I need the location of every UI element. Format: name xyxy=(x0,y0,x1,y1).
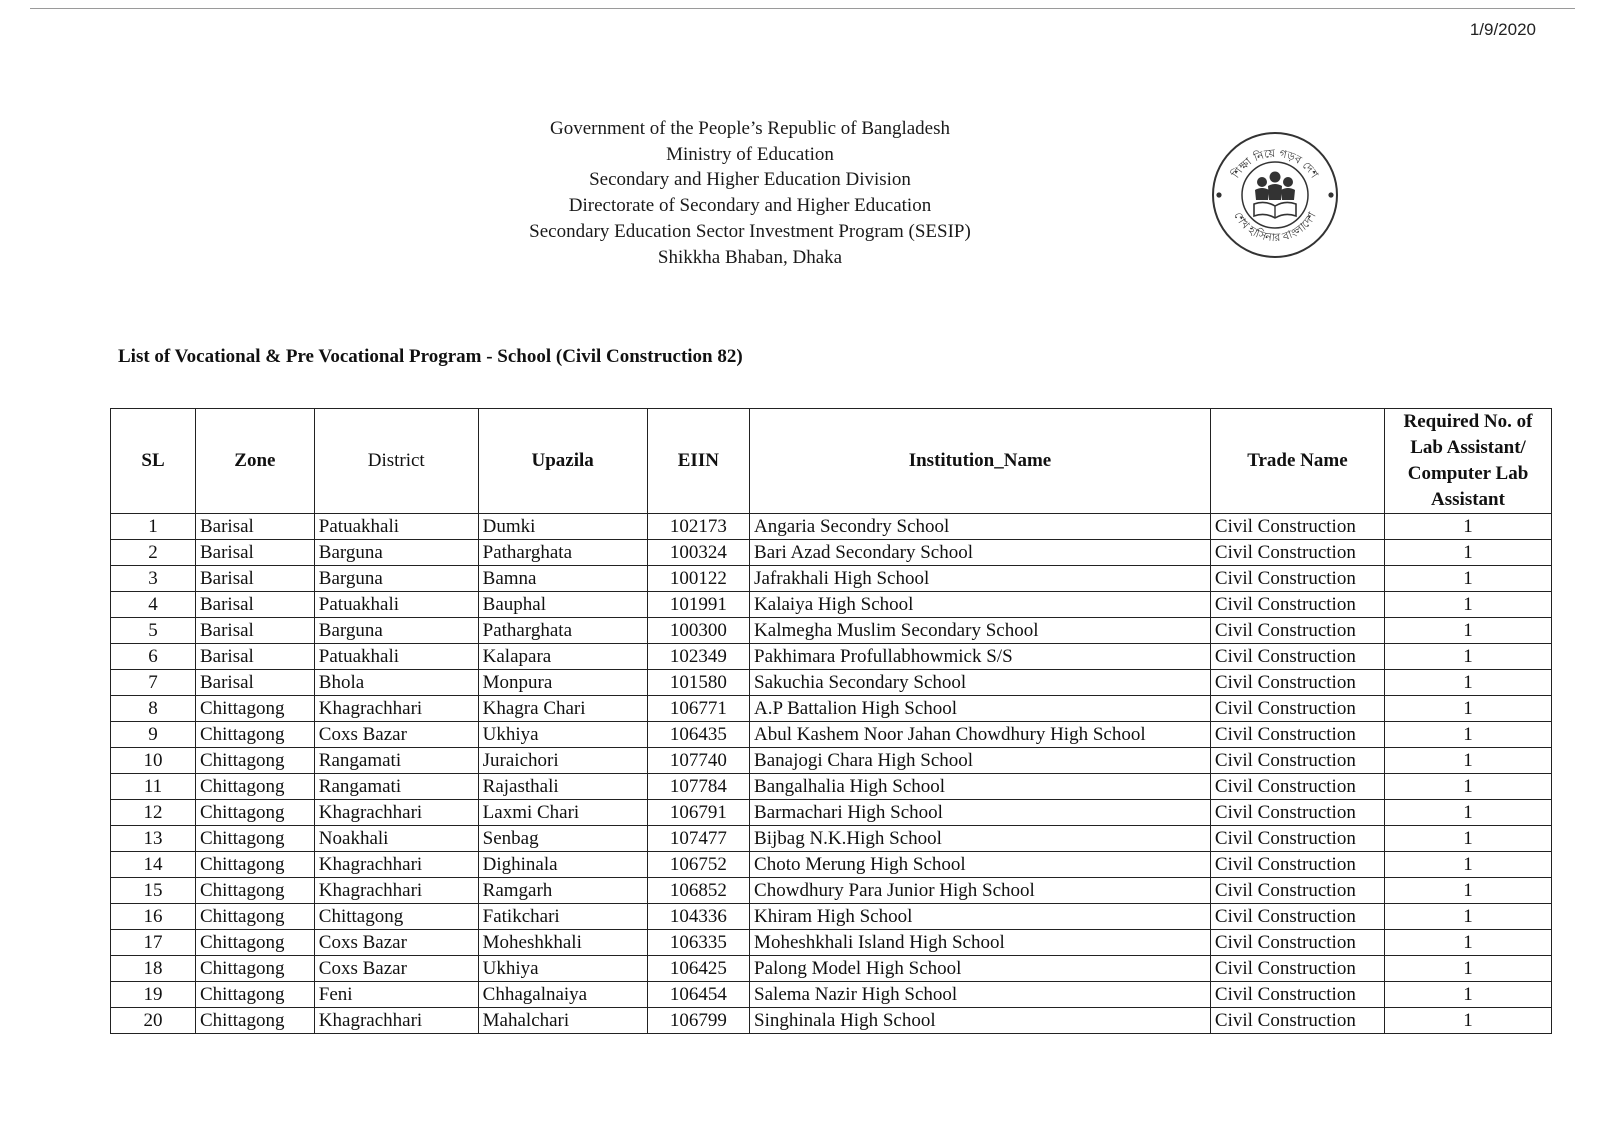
cell-zone: Barisal xyxy=(196,540,315,566)
cell-required: 1 xyxy=(1385,514,1552,540)
table-row xyxy=(111,878,1552,904)
cell-required: 1 xyxy=(1385,982,1552,1008)
cell-district: Khagrachhari xyxy=(314,1008,478,1034)
col-header-required: Required No. of Lab Assistant/ Computer Lab Assistant xyxy=(1385,409,1552,514)
cell-eiin: 107477 xyxy=(647,826,749,852)
cell-upazila: Ramgarh xyxy=(478,878,647,904)
cell-zone: Chittagong xyxy=(196,696,315,722)
cell-zone: Chittagong xyxy=(196,852,315,878)
cell-trade: Civil Construction xyxy=(1210,800,1384,826)
cell-upazila: Monpura xyxy=(478,670,647,696)
cell-trade: Civil Construction xyxy=(1210,1008,1384,1034)
cell-required: 1 xyxy=(1385,618,1552,644)
cell-sl: 17 xyxy=(111,930,196,956)
cell-required: 1 xyxy=(1385,670,1552,696)
cell-required: 1 xyxy=(1385,1008,1552,1034)
cell-trade: Civil Construction xyxy=(1210,592,1384,618)
cell-required: 1 xyxy=(1385,566,1552,592)
cell-required: 1 xyxy=(1385,696,1552,722)
seal-top-text: শিক্ষা নিয়ে গড়ব দেশ xyxy=(1229,146,1321,181)
cell-upazila: Dighinala xyxy=(478,852,647,878)
cell-required: 1 xyxy=(1385,722,1552,748)
table-row xyxy=(111,592,1552,618)
cell-trade: Civil Construction xyxy=(1210,930,1384,956)
cell-eiin: 101580 xyxy=(647,670,749,696)
cell-trade: Civil Construction xyxy=(1210,540,1384,566)
cell-sl: 12 xyxy=(111,800,196,826)
cell-district: Barguna xyxy=(314,540,478,566)
table-row xyxy=(111,566,1552,592)
cell-zone: Chittagong xyxy=(196,800,315,826)
letterhead-line-directorate: Directorate of Secondary and Higher Education xyxy=(568,195,932,217)
cell-upazila: Juraichori xyxy=(478,748,647,774)
cell-zone: Barisal xyxy=(196,670,315,696)
cell-sl: 14 xyxy=(111,852,196,878)
cell-required: 1 xyxy=(1385,956,1552,982)
col-header-sl: SL xyxy=(111,409,196,514)
cell-trade: Civil Construction xyxy=(1210,722,1384,748)
cell-upazila: Senbag xyxy=(478,826,647,852)
cell-zone: Chittagong xyxy=(196,748,315,774)
cell-district: Patuakhali xyxy=(314,592,478,618)
cell-zone: Chittagong xyxy=(196,904,315,930)
letterhead-line-division: Secondary and Higher Education Division xyxy=(589,169,911,191)
cell-trade: Civil Construction xyxy=(1210,748,1384,774)
cell-eiin: 106771 xyxy=(647,696,749,722)
scan-edge-line xyxy=(30,8,1575,9)
cell-upazila: Kalapara xyxy=(478,644,647,670)
cell-district: Coxs Bazar xyxy=(314,722,478,748)
cell-sl: 3 xyxy=(111,566,196,592)
cell-eiin: 107784 xyxy=(647,774,749,800)
cell-required: 1 xyxy=(1385,800,1552,826)
seal-bottom-text: শেখ হাসিনার বাংলাদেশ xyxy=(1231,209,1319,245)
cell-institution: Pakhimara Profullabhowmick S/S xyxy=(750,644,1211,670)
cell-trade: Civil Construction xyxy=(1210,878,1384,904)
cell-eiin: 106454 xyxy=(647,982,749,1008)
cell-trade: Civil Construction xyxy=(1210,826,1384,852)
cell-zone: Barisal xyxy=(196,618,315,644)
letterhead xyxy=(440,116,1060,270)
cell-trade: Civil Construction xyxy=(1210,514,1384,540)
cell-district: Feni xyxy=(314,982,478,1008)
cell-institution: Angaria Secondry School xyxy=(750,514,1211,540)
cell-zone: Barisal xyxy=(196,644,315,670)
table-row xyxy=(111,696,1552,722)
cell-institution: Moheshkhali Island High School xyxy=(750,930,1211,956)
cell-institution: Jafrakhali High School xyxy=(750,566,1211,592)
cell-district: Patuakhali xyxy=(314,644,478,670)
cell-sl: 16 xyxy=(111,904,196,930)
table-row xyxy=(111,722,1552,748)
cell-district: Rangamati xyxy=(314,748,478,774)
cell-upazila: Rajasthali xyxy=(478,774,647,800)
cell-trade: Civil Construction xyxy=(1210,774,1384,800)
cell-sl: 8 xyxy=(111,696,196,722)
cell-sl: 2 xyxy=(111,540,196,566)
cell-eiin: 104336 xyxy=(647,904,749,930)
cell-eiin: 106799 xyxy=(647,1008,749,1034)
cell-district: Patuakhali xyxy=(314,514,478,540)
table-row xyxy=(111,982,1552,1008)
document-title: List of Vocational & Pre Vocational Program - School (Civil Construction 82) xyxy=(118,346,743,367)
cell-trade: Civil Construction xyxy=(1210,644,1384,670)
cell-trade: Civil Construction xyxy=(1210,956,1384,982)
col-header-institution: Institution_Name xyxy=(750,409,1211,514)
cell-district: Coxs Bazar xyxy=(314,956,478,982)
letterhead-line-ministry: Ministry of Education xyxy=(666,143,834,165)
cell-zone: Chittagong xyxy=(196,774,315,800)
cell-institution: Sakuchia Secondary School xyxy=(750,670,1211,696)
cell-institution: Bari Azad Secondary School xyxy=(750,540,1211,566)
cell-trade: Civil Construction xyxy=(1210,618,1384,644)
cell-eiin: 106852 xyxy=(647,878,749,904)
cell-institution: Chowdhury Para Junior High School xyxy=(750,878,1211,904)
table-row xyxy=(111,800,1552,826)
table-row xyxy=(111,774,1552,800)
cell-upazila: Moheshkhali xyxy=(478,930,647,956)
cell-required: 1 xyxy=(1385,904,1552,930)
cell-institution: Barmachari High School xyxy=(750,800,1211,826)
letterhead-line-address: Shikkha Bhaban, Dhaka xyxy=(657,246,843,268)
cell-institution: Kalaiya High School xyxy=(750,592,1211,618)
cell-eiin: 106425 xyxy=(647,956,749,982)
cell-trade: Civil Construction xyxy=(1210,982,1384,1008)
table-row xyxy=(111,826,1552,852)
table-row xyxy=(111,930,1552,956)
col-header-upazila: Upazila xyxy=(478,409,647,514)
cell-institution: Kalmegha Muslim Secondary School xyxy=(750,618,1211,644)
cell-trade: Civil Construction xyxy=(1210,696,1384,722)
cell-institution: A.P Battalion High School xyxy=(750,696,1211,722)
cell-eiin: 102349 xyxy=(647,644,749,670)
cell-required: 1 xyxy=(1385,930,1552,956)
col-header-eiin: EIIN xyxy=(647,409,749,514)
cell-sl: 7 xyxy=(111,670,196,696)
cell-district: Barguna xyxy=(314,618,478,644)
cell-required: 1 xyxy=(1385,592,1552,618)
cell-district: Khagrachhari xyxy=(314,878,478,904)
cell-district: Bhola xyxy=(314,670,478,696)
cell-trade: Civil Construction xyxy=(1210,852,1384,878)
cell-upazila: Chhagalnaiya xyxy=(478,982,647,1008)
cell-institution: Bijbag N.K.High School xyxy=(750,826,1211,852)
cell-institution: Singhinala High School xyxy=(750,1008,1211,1034)
cell-required: 1 xyxy=(1385,644,1552,670)
table-body xyxy=(111,514,1552,1034)
cell-upazila: Bamna xyxy=(478,566,647,592)
cell-upazila: Laxmi Chari xyxy=(478,800,647,826)
cell-zone: Chittagong xyxy=(196,956,315,982)
cell-district: Rangamati xyxy=(314,774,478,800)
cell-eiin: 102173 xyxy=(647,514,749,540)
cell-eiin: 101991 xyxy=(647,592,749,618)
table-row xyxy=(111,670,1552,696)
cell-upazila: Patharghata xyxy=(478,540,647,566)
cell-trade: Civil Construction xyxy=(1210,904,1384,930)
cell-zone: Chittagong xyxy=(196,930,315,956)
cell-district: Coxs Bazar xyxy=(314,930,478,956)
cell-eiin: 106435 xyxy=(647,722,749,748)
cell-sl: 11 xyxy=(111,774,196,800)
cell-zone: Chittagong xyxy=(196,878,315,904)
cell-upazila: Ukhiya xyxy=(478,722,647,748)
col-header-district: District xyxy=(314,409,478,514)
print-date: 1/9/2020 xyxy=(1469,20,1536,39)
cell-district: Noakhali xyxy=(314,826,478,852)
cell-institution: Khiram High School xyxy=(750,904,1211,930)
letterhead-line-program: Secondary Education Sector Investment Program (SESIP) xyxy=(529,220,971,242)
letterhead-line-government: Government of the People’s Republic of Bangladesh xyxy=(550,118,950,139)
cell-district: Barguna xyxy=(314,566,478,592)
cell-sl: 20 xyxy=(111,1008,196,1034)
table-row xyxy=(111,618,1552,644)
cell-zone: Chittagong xyxy=(196,826,315,852)
cell-institution: Salema Nazir High School xyxy=(750,982,1211,1008)
cell-upazila: Fatikchari xyxy=(478,904,647,930)
cell-district: Khagrachhari xyxy=(314,696,478,722)
cell-zone: Barisal xyxy=(196,514,315,540)
cell-sl: 10 xyxy=(111,748,196,774)
cell-upazila: Khagra Chari xyxy=(478,696,647,722)
cell-institution: Choto Merung High School xyxy=(750,852,1211,878)
cell-trade: Civil Construction xyxy=(1210,670,1384,696)
government-seal-logo xyxy=(1210,130,1340,260)
cell-sl: 13 xyxy=(111,826,196,852)
cell-required: 1 xyxy=(1385,878,1552,904)
col-header-trade: Trade Name xyxy=(1210,409,1384,514)
cell-upazila: Bauphal xyxy=(478,592,647,618)
cell-zone: Chittagong xyxy=(196,1008,315,1034)
cell-institution: Palong Model High School xyxy=(750,956,1211,982)
cell-eiin: 100324 xyxy=(647,540,749,566)
cell-trade: Civil Construction xyxy=(1210,566,1384,592)
cell-zone: Barisal xyxy=(196,592,315,618)
cell-sl: 5 xyxy=(111,618,196,644)
cell-sl: 4 xyxy=(111,592,196,618)
cell-required: 1 xyxy=(1385,826,1552,852)
cell-district: Khagrachhari xyxy=(314,800,478,826)
cell-eiin: 106752 xyxy=(647,852,749,878)
cell-zone: Barisal xyxy=(196,566,315,592)
cell-sl: 1 xyxy=(111,514,196,540)
col-header-zone: Zone xyxy=(196,409,315,514)
cell-upazila: Dumki xyxy=(478,514,647,540)
cell-sl: 18 xyxy=(111,956,196,982)
cell-institution: Banajogi Chara High School xyxy=(750,748,1211,774)
table-row xyxy=(111,644,1552,670)
cell-eiin: 100122 xyxy=(647,566,749,592)
cell-sl: 6 xyxy=(111,644,196,670)
cell-eiin: 100300 xyxy=(647,618,749,644)
cell-eiin: 106335 xyxy=(647,930,749,956)
cell-upazila: Mahalchari xyxy=(478,1008,647,1034)
cell-sl: 15 xyxy=(111,878,196,904)
table-row xyxy=(111,904,1552,930)
cell-required: 1 xyxy=(1385,540,1552,566)
cell-required: 1 xyxy=(1385,748,1552,774)
table-row xyxy=(111,748,1552,774)
cell-sl: 9 xyxy=(111,722,196,748)
cell-upazila: Patharghata xyxy=(478,618,647,644)
cell-zone: Chittagong xyxy=(196,982,315,1008)
cell-required: 1 xyxy=(1385,774,1552,800)
cell-institution: Abul Kashem Noor Jahan Chowdhury High School xyxy=(750,722,1211,748)
table-row xyxy=(111,852,1552,878)
institution-table xyxy=(110,408,1552,1034)
table-row xyxy=(111,1008,1552,1034)
cell-sl: 19 xyxy=(111,982,196,1008)
cell-zone: Chittagong xyxy=(196,722,315,748)
table-row xyxy=(111,956,1552,982)
cell-eiin: 107740 xyxy=(647,748,749,774)
cell-eiin: 106791 xyxy=(647,800,749,826)
cell-upazila: Ukhiya xyxy=(478,956,647,982)
table-row xyxy=(111,540,1552,566)
cell-district: Khagrachhari xyxy=(314,852,478,878)
cell-required: 1 xyxy=(1385,852,1552,878)
table-header-row xyxy=(111,409,1552,514)
cell-institution: Bangalhalia High School xyxy=(750,774,1211,800)
table-row xyxy=(111,514,1552,540)
cell-district: Chittagong xyxy=(314,904,478,930)
